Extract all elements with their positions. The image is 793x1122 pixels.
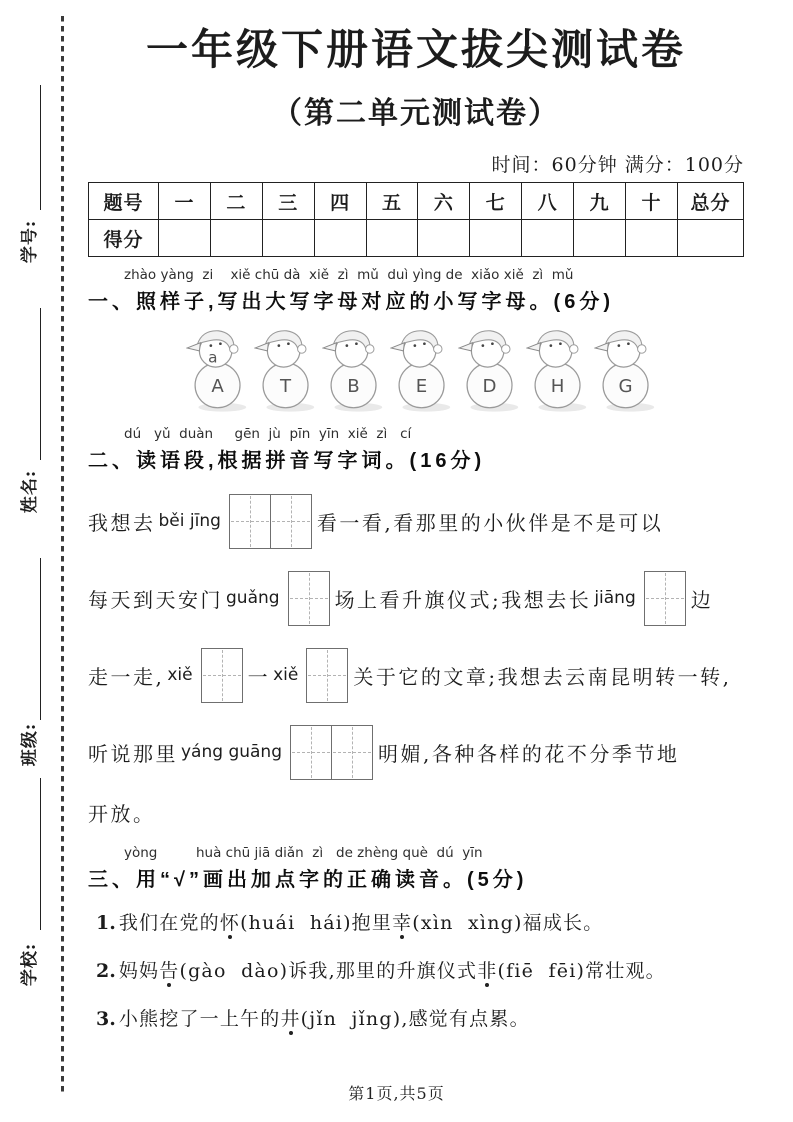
student-id-blank-line [40, 85, 41, 210]
passage-line-1: 我想去 běi jīng 看一看,看那里的小伙伴是不是可以 [88, 483, 744, 560]
snowman-body-letter: D [482, 376, 497, 398]
question-3 [88, 846, 744, 1031]
snowman-body-letter: H [550, 376, 565, 398]
q3-item-2: 2. 妈妈告(gào dào)诉我,那里的升旗仪式非(fiē fēi)常壮观。 [96, 959, 666, 982]
snowman-figure [390, 324, 455, 416]
time-and-score-info: 时间：60分钟 满分：100分 [491, 154, 744, 177]
score-empty-cell [418, 220, 470, 257]
score-table-cell: 一 [159, 183, 211, 220]
score-row-label: 得分 [89, 220, 159, 257]
passage-line-5: 开放。 [88, 802, 156, 827]
score-table-cell: 九 [574, 183, 626, 220]
score-table-cell: 五 [366, 183, 418, 220]
score-table-score-row [89, 220, 744, 257]
inline-pinyin: běi jīng [158, 511, 221, 532]
passage-line-3: 走一走, xiě 一 xiě 关于它的文章;我想去云南昆明转一转, [88, 637, 744, 714]
snowman-body-letter: G [618, 376, 633, 398]
name-label: 姓名: [20, 469, 41, 513]
paper-title: 一年级下册语文拔尖测试卷 [145, 25, 686, 74]
binding-dashed-line [61, 16, 64, 1092]
score-table [88, 182, 744, 257]
carrot-nose-icon [323, 343, 336, 351]
carrot-nose-icon [255, 343, 268, 351]
student-id-label: 学号: [20, 219, 41, 263]
writing-grid-1cell [644, 571, 686, 626]
carrot-nose-icon [391, 343, 404, 351]
score-table-cell: 二 [210, 183, 262, 220]
inline-pinyin: xiě [167, 665, 193, 686]
main-content [88, 26, 744, 1052]
score-empty-cell [366, 220, 418, 257]
score-table-cell: 七 [470, 183, 522, 220]
score-empty-cell [626, 220, 678, 257]
dotted-character: 非 [477, 959, 498, 982]
score-empty-cell [470, 220, 522, 257]
question-3-items [88, 908, 744, 1031]
dotted-character: 幸 [392, 911, 413, 934]
question-2-heading: 二、读语段,根据拼音写字词。(16分) [88, 449, 486, 472]
snowman-figure [526, 324, 591, 416]
question-2-passage [88, 483, 744, 835]
question-2 [88, 427, 744, 835]
carrot-nose-icon [187, 343, 200, 351]
question-3-heading: 三、用“√”画出加点字的正确读音。(5分) [88, 868, 528, 891]
school-blank-line [40, 778, 41, 930]
class-blank-line [40, 558, 41, 720]
inline-pinyin: jiāng [594, 588, 636, 609]
snowman-figure [186, 324, 251, 416]
passage-line-4: 听说那里 yáng guāng 明媚,各种各样的花不分季节地 [88, 714, 744, 791]
dotted-character: 井 [280, 1007, 301, 1030]
dotted-character: 怀 [219, 911, 241, 934]
writing-grid-1cell [288, 571, 330, 626]
snowmen-row [186, 324, 744, 416]
school-label: 学校: [20, 942, 41, 986]
score-table-cell: 总分 [678, 183, 744, 220]
dotted-character: 告 [159, 959, 180, 982]
score-empty-cell [159, 220, 211, 257]
snowman-body-letter: T [279, 376, 292, 398]
snowman-figure [594, 324, 659, 416]
question-1-pinyin: zhào yàng zi xiě chū dà xiě zì mǔ duì yìng de xiǎo xiě zì mǔ [124, 267, 574, 284]
carrot-nose-icon [527, 343, 540, 351]
score-empty-cell [522, 220, 574, 257]
carrot-nose-icon [459, 343, 472, 351]
carrot-nose-icon [595, 343, 608, 351]
score-table-cell: 六 [418, 183, 470, 220]
q3-item-1: 1. 我们在党的怀(huái hái)抱里幸(xìn xìng)福成长。 [96, 911, 604, 934]
score-empty-cell [678, 220, 744, 257]
snowman-body-letter: A [211, 376, 224, 398]
hat-pom [230, 345, 238, 353]
score-empty-cell [574, 220, 626, 257]
question-1-heading: 一、照样子,写出大写字母对应的小写字母。(6分) [88, 291, 614, 314]
inline-pinyin: guǎng [226, 588, 280, 609]
score-empty-cell [262, 220, 314, 257]
score-empty-cell [314, 220, 366, 257]
snowman-head-letter: a [208, 348, 218, 367]
question-3-pinyin: yòng huà chū jiā diǎn zì de zhèng què dú yīn [124, 844, 483, 861]
snowman-body-letter: E [415, 376, 428, 398]
snowman-figure [458, 324, 523, 416]
question-1 [88, 268, 744, 416]
score-table-cell: 题号 [89, 183, 159, 220]
score-table-cell: 三 [262, 183, 314, 220]
writing-grid-1cell [306, 648, 348, 703]
inline-pinyin: xiě [273, 665, 299, 686]
name-blank-line [40, 308, 41, 460]
q3-item-3: 3. 小熊挖了一上午的井(jǐn jǐng),感觉有点累。 [96, 1007, 530, 1030]
writing-grid-2cell [229, 494, 312, 549]
score-table-header-row [89, 183, 744, 220]
writing-grid-2cell [290, 725, 373, 780]
score-empty-cell [210, 220, 262, 257]
passage-line-2: 每天到天安门 guǎng 场上看升旗仪式;我想去长 jiāng 边 [88, 560, 744, 637]
paper-subtitle: （第二单元测试卷） [272, 96, 560, 132]
snowman-figure [254, 324, 319, 416]
snowman-body-letter: B [347, 376, 360, 398]
score-table-cell: 八 [522, 183, 574, 220]
class-label: 班级: [20, 722, 41, 766]
page-number: 第1页,共5页 [348, 1084, 445, 1103]
question-2-pinyin: dú yǔ duàn gēn jù pīn yīn xiě zì cí [124, 426, 412, 443]
score-table-cell: 四 [314, 183, 366, 220]
score-table-cell: 十 [626, 183, 678, 220]
writing-grid-1cell [201, 648, 243, 703]
snowman-figure [322, 324, 387, 416]
inline-pinyin: yáng guāng [181, 742, 282, 763]
